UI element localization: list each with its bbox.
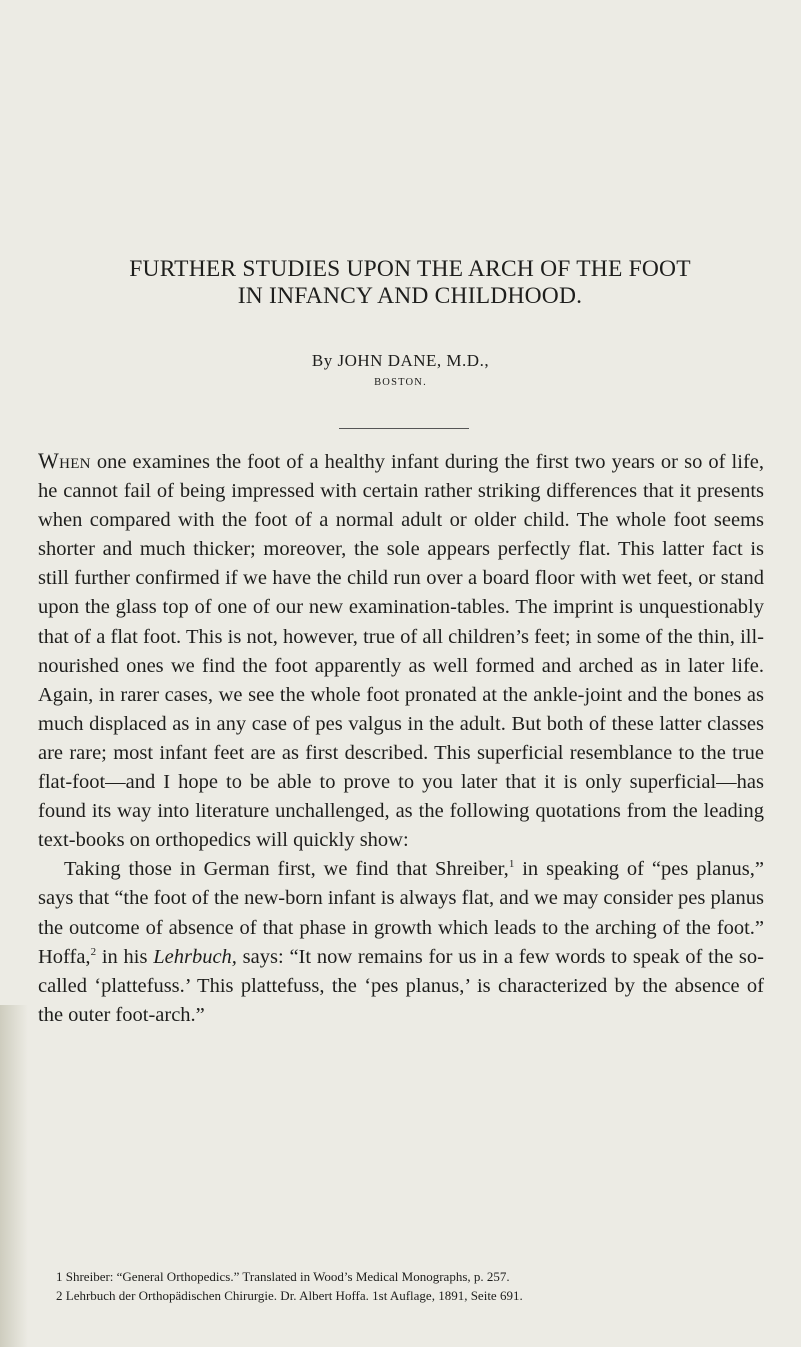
title-line-2: IN INFANCY AND CHILDHOOD. bbox=[237, 283, 583, 309]
footnote-ref-2[interactable]: 2 bbox=[90, 945, 97, 958]
footnotes bbox=[56, 1267, 772, 1305]
binding-shadow bbox=[0, 1005, 28, 1347]
footnote-ref-1[interactable]: 1 bbox=[508, 858, 515, 871]
article-title bbox=[40, 256, 780, 310]
paragraph-1 bbox=[38, 446, 764, 855]
book-title-italic: Lehrbuch, bbox=[153, 945, 237, 968]
paragraph-2-text-d: says: “It now remains for us in a few words to speak of the so-called ‘plattefuss.’ This plattefuss, the ‘pes planus,’ is characterized by the absence of the outer foot-arch.” bbox=[38, 945, 764, 1026]
drop-lead-word: When bbox=[38, 448, 91, 473]
title-line-1: FURTHER STUDIES UPON THE ARCH OF THE FOOT bbox=[129, 256, 691, 282]
paragraph-2 bbox=[38, 855, 764, 1030]
paragraph-2-text-b: in speaking of “pes planus,” says that “the foot of the new-born infant is always flat, and we may consider pes planus the outcome of absence of that phase in growth which leads to the arching of the foot.” Hoffa, bbox=[38, 858, 764, 968]
author-location: BOSTON. bbox=[374, 377, 427, 388]
paragraph-2-text-c: in his bbox=[96, 945, 154, 968]
paragraph-1-text: one examines the foot of a healthy infant during the first two years or so of life, he cannot fail of being impressed with certain rather striking differences that it presents when compared with the foot of a normal adult or older child. The whole foot seems shorter and much thicker; moreover, the sole appears perfectly flat. This latter fact is still further confirmed if we have the child run over a board floor with wet feet, or stand upon the glass top of one of our new examination-tables. The imprint is unquestionably that of a flat foot. This is not, however, true of all children’s feet; in some of the thin, ill-nourished ones we find the foot apparently as well formed and arched as in later life. Again, in rarer cases, we see the whole foot pronated at the ankle-joint and the bones as much displaced as in any case of pes valgus in the adult. But both of these latter classes are rare; most infant feet are as first described. This superficial resemblance to the true flat-foot—and I hope to be able to prove to you later that it is only superficial—has found its way into literature unchallenged, as the following quotations from the leading text-books on orthopedics will quickly show: bbox=[38, 451, 764, 852]
author-byline: By JOHN DANE, M.D., bbox=[311, 351, 490, 370]
paragraph-2-text-a: Taking those in German first, we find that Shreiber, bbox=[64, 858, 509, 881]
footnote-2: 2 Lehrbuch der Orthopädischen Chirurgie. Dr. Albert Hoffa. 1st Auflage, 1891, Seite 691. bbox=[56, 1288, 523, 1303]
title-divider bbox=[339, 428, 469, 429]
footnote-1: 1 Shreiber: “General Orthopedics.” Translated in Wood’s Medical Monographs, p. 257. bbox=[56, 1269, 510, 1284]
article-body bbox=[38, 446, 764, 1030]
